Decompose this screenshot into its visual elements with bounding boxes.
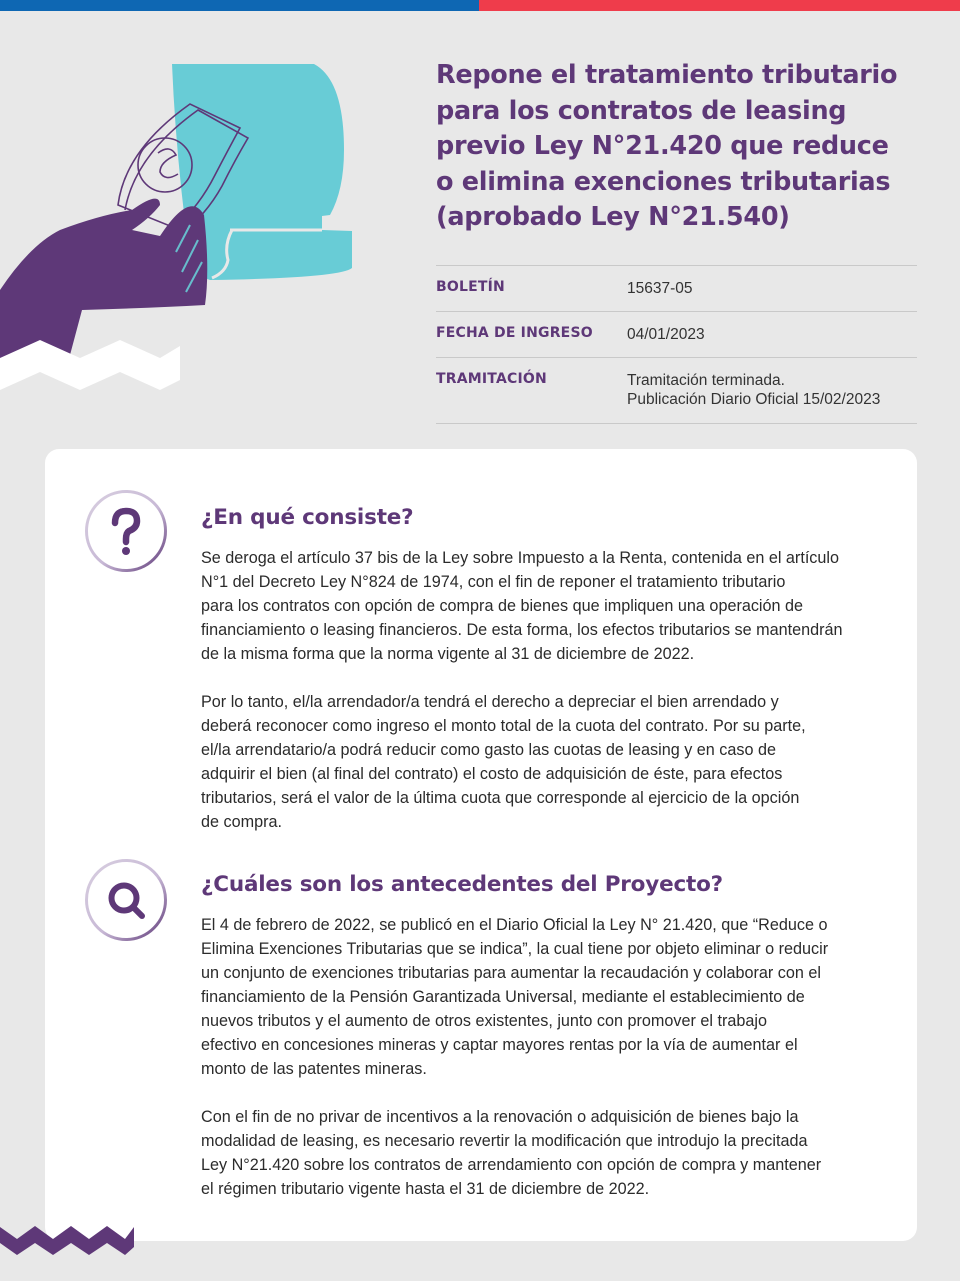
title-line: (aprobado Ley N°21.540) (436, 202, 790, 232)
text-line: el régimen tributario vigente hasta el 31 de diciembre de 2022. (201, 1180, 650, 1198)
text-line: modalidad de leasing, es necesario revertir la modificación que introdujo la precitada (201, 1132, 808, 1150)
meta-label: TRAMITACIÓN (436, 371, 547, 387)
title-line: previo Ley N°21.420 que reduce (436, 131, 889, 161)
title-line: Repone el tratamiento tributario (436, 60, 898, 90)
text-line: para los contratos con opción de compra de bienes que impliquen una operación de (201, 597, 804, 615)
text-line: Por lo tanto, el/la arrendador/a tendrá el derecho a depreciar el bien arrendado y (201, 693, 779, 711)
meta-value-line: Tramitación terminada. (627, 372, 785, 389)
meta-value-line: Publicación Diario Oficial 15/02/2023 (627, 391, 881, 408)
text-line: tributarios, será el valor de la última cuota que corresponde al ejercicio de la opción (201, 789, 800, 807)
text-line: financiamiento de la Pensión Garantizada Universal, mediante el establecimiento de (201, 988, 805, 1006)
zigzag-decoration-icon (0, 1225, 134, 1255)
meta-row-boletin (436, 265, 917, 311)
meta-value (627, 325, 917, 344)
text-line: financiamiento o leasing financieros. De esta forma, los efectos tributarios se mantendrán (201, 621, 843, 639)
meta-value (627, 279, 917, 298)
search-icon (84, 858, 168, 942)
text-line: nuevos tributos y el aumento de otros existentes, junto con promover el trabajo (201, 1012, 767, 1030)
text-line: de la misma forma que la norma vigente al 31 de diciembre de 2022. (201, 645, 695, 663)
meta-row-fecha-ingreso (436, 311, 917, 357)
text-line: Elimina Exenciones Tributarias que se indica”, la cual tiene por objeto eliminar o reducir (201, 940, 829, 958)
page-title (436, 58, 916, 236)
text-line: Se deroga el artículo 37 bis de la Ley sobre Impuesto a la Renta, contenida en el artículo (201, 549, 840, 567)
text-line: de compra. (201, 813, 282, 831)
paragraph (201, 546, 901, 666)
text-line: monto de las patentes mineras. (201, 1060, 427, 1078)
bill-metadata-table (436, 265, 917, 424)
meta-label: BOLETÍN (436, 279, 505, 295)
paragraph (201, 1105, 901, 1201)
meta-value (627, 371, 917, 409)
text-line: Con el fin de no privar de incentivos a la renovación o adquisición de bienes bajo la (201, 1108, 799, 1126)
meta-label: FECHA DE INGRESO (436, 325, 593, 341)
text-line: N°1 del Decreto Ley N°824 de 1974, con el fin de reponer el tratamiento tributario (201, 573, 786, 591)
title-line: o elimina exenciones tributarias (436, 166, 891, 197)
top-color-bar (0, 0, 960, 11)
top-bar-blue-segment (0, 0, 479, 11)
text-line: Ley N°21.420 sobre los contratos de arrendamiento con opción de compra y mantener (201, 1156, 822, 1174)
top-bar-red-segment (479, 0, 960, 11)
text-line: El 4 de febrero de 2022, se publicó en el Diario Oficial la Ley N° 21.420, que “Reduce o (201, 916, 828, 934)
section-body-antecedentes (201, 913, 901, 1225)
meta-value-line: 15637-05 (627, 280, 693, 297)
question-mark-icon (84, 489, 168, 573)
hand-holding-money-with-receipt-icon (0, 40, 400, 400)
section-title-antecedentes: ¿Cuáles son los antecedentes del Proyecto? (201, 872, 723, 897)
section-body-en-que-consiste (201, 546, 901, 858)
text-line: adquirir el bien (al final del contrato) el costo de adquisición de éste, para efectos (201, 765, 783, 783)
paragraph (201, 913, 901, 1081)
title-line: para los contratos de leasing (436, 95, 847, 126)
text-line: el/la arrendatario/a podrá reducir como gasto las cuotas de leasing y en caso de (201, 741, 776, 759)
meta-row-tramitacion (436, 357, 917, 424)
meta-value-line: 04/01/2023 (627, 326, 705, 343)
text-line: efectivo en concesiones mineras y captar mayores rentas por la vía de aumentar el (201, 1036, 798, 1054)
text-line: deberá reconocer como ingreso el monto total de la cuota del contrato. Por su parte, (201, 717, 806, 735)
paragraph (201, 690, 901, 834)
text-line: un conjunto de exenciones tributarias para aumentar la recaudación y colaborar con el (201, 964, 822, 982)
section-title-en-que-consiste: ¿En qué consiste? (201, 505, 414, 530)
